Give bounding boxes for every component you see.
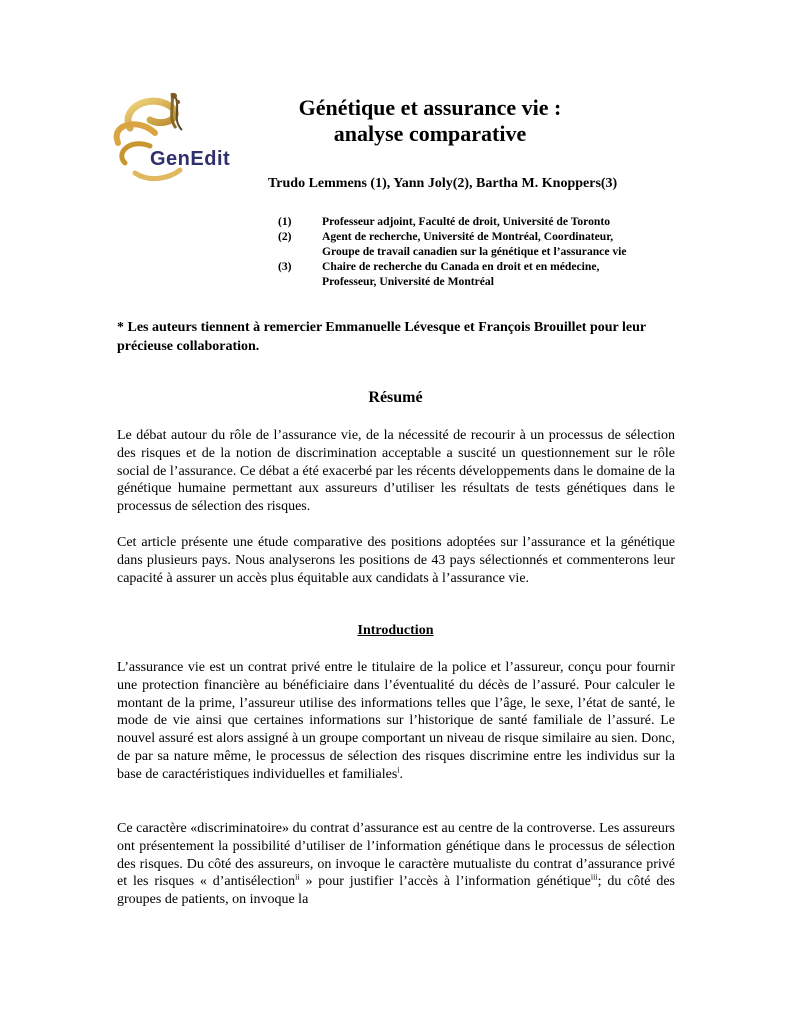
resume-paragraph-1: Le débat autour du rôle de l’assurance vie, de la nécessité de recourir à un processus de sélection des risques et de la notion de discrimination acceptable a suscité un questionnement sur le rôle social de l’assurance. Ce débat a été exacerbé par les récents développements dans le domaine de la génétique humaine permettant aux assureurs d’utiliser les résultats de tests génétiques dans le processus de sélection des risques. <box>117 428 675 515</box>
logo-text: GenEdit <box>150 148 231 170</box>
introduction-heading: Introduction <box>357 623 434 638</box>
endnote-marker: i <box>397 765 400 775</box>
title-line-2: analyse comparative <box>333 121 527 146</box>
affiliation-line: Agent de recherche, Université de Montréal, Coordinateur, <box>322 230 614 243</box>
affiliation-line: Professeur adjoint, Faculté de droit, Université de Toronto <box>322 215 611 228</box>
introduction-paragraph-2 <box>117 820 675 909</box>
resume-heading: Résumé <box>368 389 423 406</box>
introduction-paragraph-1 <box>117 659 675 784</box>
affiliation-line: Chaire de recherche du Canada en droit et en médecine, <box>322 260 600 273</box>
affiliation-number: (2) <box>278 230 292 243</box>
endnote-marker: ii <box>295 872 300 882</box>
paragraph-text: » pour justifier l’accès à l’information génétique <box>299 874 591 890</box>
acknowledgement: * Les auteurs tiennent à remercier Emmanuelle Lévesque et François Brouillet pour leur précieuse collaboration. <box>117 320 646 354</box>
paragraph-text: . <box>399 766 404 782</box>
affiliation-number: (1) <box>278 215 292 228</box>
authors: Trudo Lemmens (1), Yann Joly(2), Bartha M. Knoppers(3) <box>268 176 618 191</box>
endnote-marker: iii <box>590 872 598 882</box>
title-line-1: Génétique et assurance vie : <box>298 95 562 120</box>
paragraph-text: ; du côté des groupes de patients, on invoque la <box>117 874 675 908</box>
resume-paragraph-2: Cet article présente une étude comparative des positions adoptées sur l’assurance et la génétique dans plusieurs pays. Nous analyserons les positions de 43 pays sélectionnés et commenterons leur capacité à assurer un accès plus équitable aux candidats à l’assurance vie. <box>117 535 675 586</box>
paragraph-text: Ce caractère «discriminatoire» du contrat d’assurance est au centre de la controverse. Les assureurs ont présentement la possibilité d’utiliser de l’information génétique dans le processus de sélection des risques. Du côté des assureurs, on invoque le caractère mutualiste du contrat d’assurance privé et les risques « d’antisélection <box>117 821 675 890</box>
affiliation-line: Groupe de travail canadien sur la génétique et l’assurance vie <box>322 245 627 258</box>
paragraph-text: L’assurance vie est un contrat privé entre le titulaire de la police et l’assureur, conçu pour fournir une protection financière au bénéficiaire dans l’éventualité du décès de l’assuré. Pour calculer le montant de la prime, l’assureur utilise des informations telles que l’âge, le sexe, l’état de santé, le mode de vie ainsi que certaines informations sur l’historique de santé familiale de l’assuré. Le nouvel assuré est alors assigné à un groupe comportant un niveau de risque similaire au sien. Donc, de par sa nature même, le processus de sélection des risques discrimine entre les individus sur la base de caractéristiques individuelles et familiales <box>117 660 675 782</box>
affiliation-number: (3) <box>278 260 292 273</box>
affiliation-line: Professeur, Université de Montréal <box>322 275 494 288</box>
